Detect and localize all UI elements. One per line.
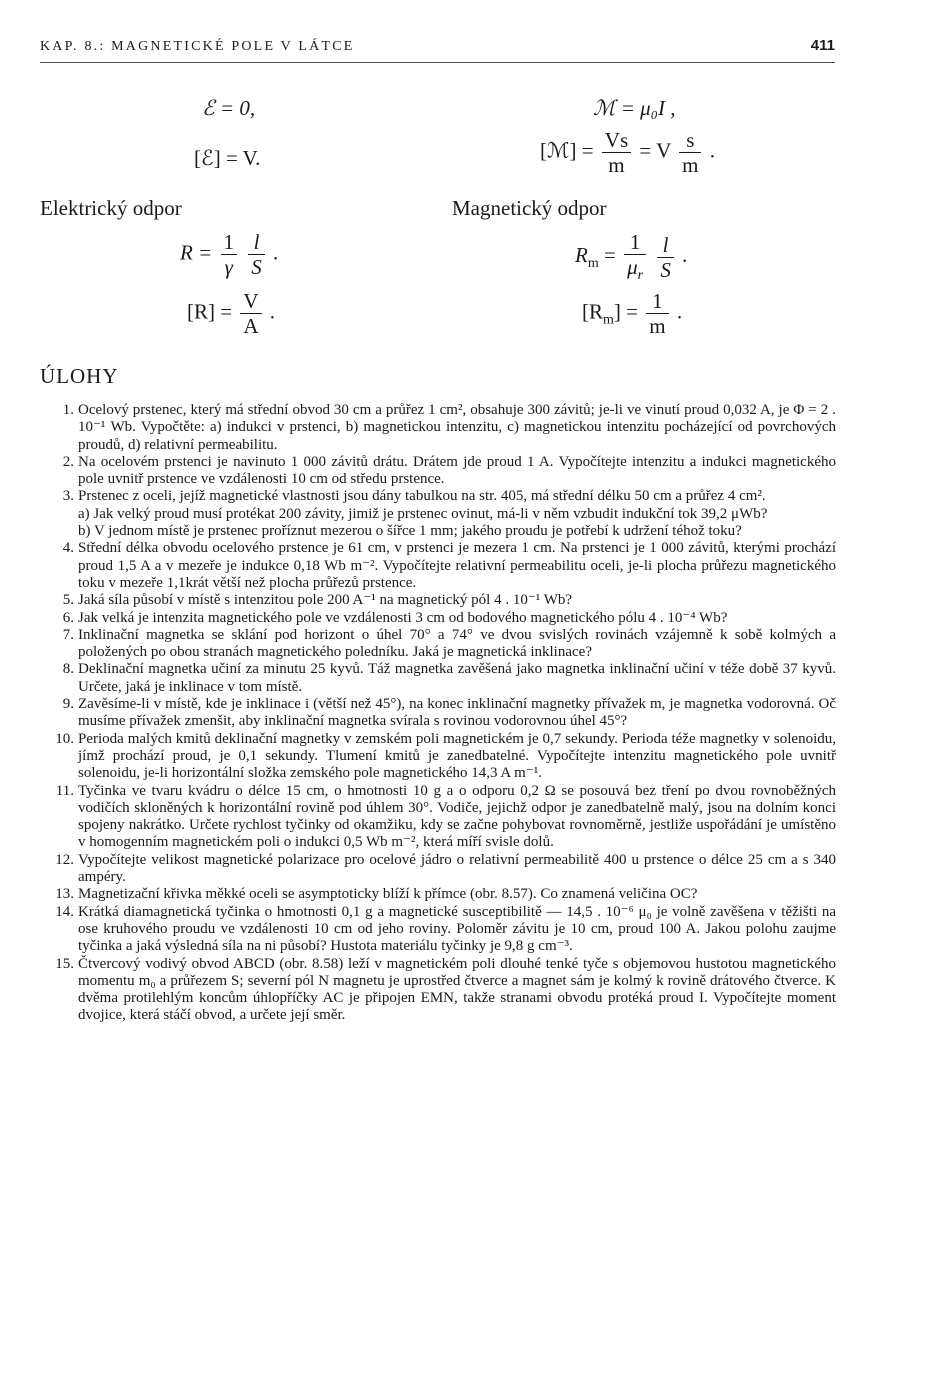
problem-text: b) V jednom místě je prstenec proříznut mezerou o šířce 1 mm; jakého proudu je potřebí k udržení téhož toku?	[78, 523, 742, 540]
problem-item	[40, 731, 836, 783]
magnetic-resistance-subscript: m	[587, 256, 599, 272]
resistance-fraction-2	[248, 230, 265, 279]
fraction-denominator: A	[243, 314, 259, 339]
resistance-fraction-1	[221, 230, 238, 279]
mmf-unit-fraction-2	[679, 128, 701, 177]
magnetic-resistance-formula	[575, 230, 687, 284]
magnetic-resistance-fraction-2	[657, 233, 674, 282]
fraction-denominator: m	[608, 153, 625, 178]
problem-number: 5.	[62, 592, 74, 609]
mu-subscript: r	[637, 268, 644, 284]
problem-item	[40, 454, 836, 489]
problem-item	[40, 696, 836, 731]
problem-text: Jak velká je intenzita magnetického pole ve vzdálenosti 3 cm od bodového magnetického pólu 4 . 10⁻⁴ Wb?	[78, 609, 728, 626]
fraction-denominator: γ	[224, 255, 233, 280]
problem-text: Jaká síla působí v místě s intenzitou pole 200 A⁻¹ na magnetický pól 4 . 10⁻¹ Wb?	[78, 592, 573, 609]
page-number: 411	[810, 37, 835, 54]
problem-text: Tyčinka ve tvaru kvádru o délce 15 cm, o hmotnosti 10 g a o odporu 0,2 Ω se posouvá bez tření po dvou rovnoběžných vodičích skloněných k horizontální rovině pod úhlem 30°. Vodiče, jejichž odpor je zanedbatelně malý, jsou na dolním konci spojeny nakrátko. Určete rychlost tyčinky od okamžiku, kdy se začne pohybovat rovnoměrně, jestliže uspořádání je umístěno v homogenním magnetickém poli o indukci 0,5 Wb m⁻², která míří svisle dolů.	[78, 782, 836, 851]
formula-period: .	[682, 243, 688, 268]
problem-number: 15.	[55, 955, 74, 972]
problem-item	[40, 402, 836, 454]
problem-text: Magnetizační křivka měkké oceli se asymptoticky blíží k přímce (obr. 8.57). Co znamená veličina OC?	[78, 886, 698, 903]
problem-item	[40, 540, 836, 592]
problem-item	[40, 488, 836, 505]
problem-number: 1.	[62, 402, 74, 418]
resistance-unit-fraction	[240, 289, 261, 338]
mmf-unit-lhs: [ℳ] =	[540, 138, 594, 163]
emf-unit-formula: [ℰ] = V.	[194, 146, 261, 170]
problem-item	[40, 886, 836, 903]
problem-number: 4.	[62, 540, 74, 557]
fraction-numerator: 1	[221, 230, 238, 255]
running-header	[40, 36, 835, 63]
problem-text: Zavěsíme-li v místě, kde je inklinace i (větší než 45°), na konec inklinační magnetky přívažek m, je magnetka vodorovná. Oč musíme přívažek zmenšit, aby inklinační magnetka svírala s rovinou vodorovnou úhel 45°?	[78, 696, 836, 730]
magnetic-resistance-unit-fraction	[646, 289, 668, 338]
fraction-numerator: l	[248, 230, 265, 255]
magnetic-resistance-unit-formula	[582, 289, 682, 338]
resistance-unit-formula	[187, 289, 275, 338]
fraction-numerator: 1	[646, 289, 668, 314]
problem-number: 2.	[62, 453, 74, 470]
problem-number: 11.	[55, 782, 74, 799]
emf-zero-formula: ℰ = 0,	[202, 96, 256, 120]
problem-text: Ocelový prstenec, který má střední obvod 30 cm a průřez 1 cm², obsahuje 300 závitů; je-li ve vinutí proud 0,032 A, je Φ = 2 . 10⁻¹ Wb. Vypočtěte: a) indukci v prstenci, b) magnetickou intenzitu, c) magnetickou intenzitu pocházející od povrchových proudů, d) relativní permeabilitu.	[78, 402, 836, 453]
problem-text: Střední délka obvodu ocelového prstence je 61 cm, v prstenci je mezera 1 cm. Na prstenci je 1 000 závitů, kterými prochází proud 1,5 A a v mezeře je indukce 0,18 Wb m⁻². Vypočítejte relativní permeabilitu oceli, je-li plocha průřezu magnetického toku v mezeře 1,1krát větší než plocha průřezů prstence.	[78, 540, 836, 591]
electric-resistance-label: Elektrický odpor	[40, 196, 182, 220]
problem-number: 12.	[55, 851, 74, 868]
problem-number: 8.	[62, 661, 74, 678]
chapter-title: KAP. 8.: MAGNETICKÉ POLE V LÁTCE	[40, 39, 355, 54]
problem-number	[40, 523, 78, 540]
problem-number: 13.	[55, 886, 74, 903]
problem-text: Krátká diamagnetická tyčinka o hmotnosti 0,1 g a magnetické susceptibilitě — 14,5 . 10⁻⁶ μ₀ je volně zavěšena v těžišti na ose kruhového proudu ve vzdálenosti 10 cm od jeho roviny. Poloměr závitu je 10 cm, proud 100 A. Jakou polohu zaujme tyčinka a jaká výsledná síla na ni působí? Hustota materiálu tyčinky je 9,8 g cm⁻³.	[78, 903, 836, 955]
fraction-numerator: 1	[624, 230, 646, 255]
magnetic-resistance-unit-lhs: [R	[582, 299, 603, 324]
problem-item	[40, 592, 836, 609]
fraction-numerator: Vs	[602, 128, 631, 153]
resistance-lhs: R =	[180, 240, 213, 265]
problem-item	[40, 852, 836, 887]
fraction-numerator: s	[679, 128, 701, 153]
magnetic-resistance-fraction-1	[624, 230, 646, 284]
problem-text: Vypočítejte velikost magnetické polarizace pro ocelové jádro o relativní permeabilitě 400 u prstence o délce 25 cm a s 340 ampéry.	[78, 851, 836, 886]
resistance-unit-lhs: [R] =	[187, 299, 233, 324]
mmf-unit-formula	[540, 128, 715, 177]
formula-period: .	[676, 299, 683, 324]
mmf-unit-mid: = V	[639, 138, 671, 163]
problem-text: Na ocelovém prstenci je navinuto 1 000 závitů drátu. Drátem jde proud 1 A. Vypočítejte intenzitu a indukci magnetického pole uvnitř prstence ve vzdálenosti 10 cm od středu prstence.	[78, 453, 836, 488]
magnetic-resistance-label: Magnetický odpor	[452, 196, 607, 220]
fraction-denominator: m	[649, 314, 666, 339]
problem-item	[40, 506, 836, 523]
equals-sign: =	[603, 243, 616, 268]
problem-text: Inklinační magnetka se sklání pod horizont o úhel 70° a 74° ve dvou svislých rovinách vzájemně k sobě kolmých a položených po obou stranách magnetického poledníku. Jaká je magnetická inklinace?	[78, 626, 836, 661]
problem-number: 6.	[62, 609, 74, 626]
problem-text: Čtvercový vodivý obvod ABCD (obr. 8.58) leží v magnetickém poli dlouhé tenké tyče s objemovou hustotou magnetického momentu m₀ a průřezem S; severní pól N magnetu je uprostřed čtverce a magnet sám je kolmý k rovině drátového čtverce. K dvěma protilehlým koncům úhlopříčky AC je připojen EMN, takže stranami obvodu protéká proud I. Vypočítejte moment dvojice, která stáčí obvod, a určete její směr.	[78, 955, 836, 1024]
fraction-denominator: m	[682, 153, 699, 178]
formula-period: .	[273, 240, 279, 265]
problem-text: Deklinační magnetka učiní za minutu 25 kyvů. Táž magnetka zavěšená jako magnetka inklinační učiní v téže době 37 kyvů. Určete, jaká je inklinace v tom místě.	[78, 661, 836, 695]
formula-period: .	[709, 138, 715, 163]
fraction-numerator: l	[657, 233, 674, 258]
mmf-definition-formula: ℳ = μ₀I ,	[593, 96, 676, 120]
problem-number: 3.	[62, 488, 74, 505]
magnetic-resistance-lhs: R	[575, 243, 588, 268]
problem-number: 14.	[55, 903, 74, 920]
problem-item	[40, 523, 836, 540]
problem-number: 10.	[55, 730, 74, 747]
fraction-denominator: S	[660, 257, 671, 282]
fraction-denominator: S	[251, 255, 262, 280]
problem-item	[40, 904, 836, 956]
problem-list	[40, 402, 836, 1025]
mmf-unit-fraction-1	[602, 128, 631, 177]
problem-text: a) Jak velký proud musí protékat 200 závity, jimiž je prstenec ovinut, má-li v něm vzbudit indukční tok 39,2 μWb?	[78, 505, 768, 522]
magnetic-resistance-unit-eq: ] =	[613, 299, 638, 324]
problem-item	[40, 783, 836, 852]
problem-number: 7.	[62, 626, 74, 643]
problem-item	[40, 627, 836, 662]
problem-item	[40, 661, 836, 696]
problem-text: Prstenec z oceli, jejíž magnetické vlastnosti jsou dány tabulkou na str. 405, má střední délku 50 cm a průřez 4 cm².	[78, 488, 766, 505]
problem-number	[40, 506, 78, 523]
formula-period: .	[269, 299, 276, 324]
fraction-denominator	[624, 255, 646, 284]
fraction-numerator: V	[240, 289, 261, 314]
problem-text: Perioda malých kmitů deklinační magnetky v zemském poli magnetickém je 0,7 sekundy. Perioda téže magnetky v solenoidu, jímž prochází proud, je 0,1 sekundy. Tlumení kmitů je zanedbatelné. Vypočítejte intenzitu magnetického pole uvnitř solenoidu, je-li horizontální složka zemského pole magnetického 14,3 A m⁻¹.	[78, 730, 836, 782]
problem-item	[40, 956, 836, 1025]
mu-symbol: μ	[627, 255, 638, 280]
problem-item	[40, 610, 836, 627]
magnetic-resistance-unit-subscript: m	[603, 312, 614, 328]
resistance-formula	[180, 230, 278, 279]
problem-number: 9.	[62, 696, 74, 713]
section-title: ÚLOHY	[40, 364, 119, 388]
